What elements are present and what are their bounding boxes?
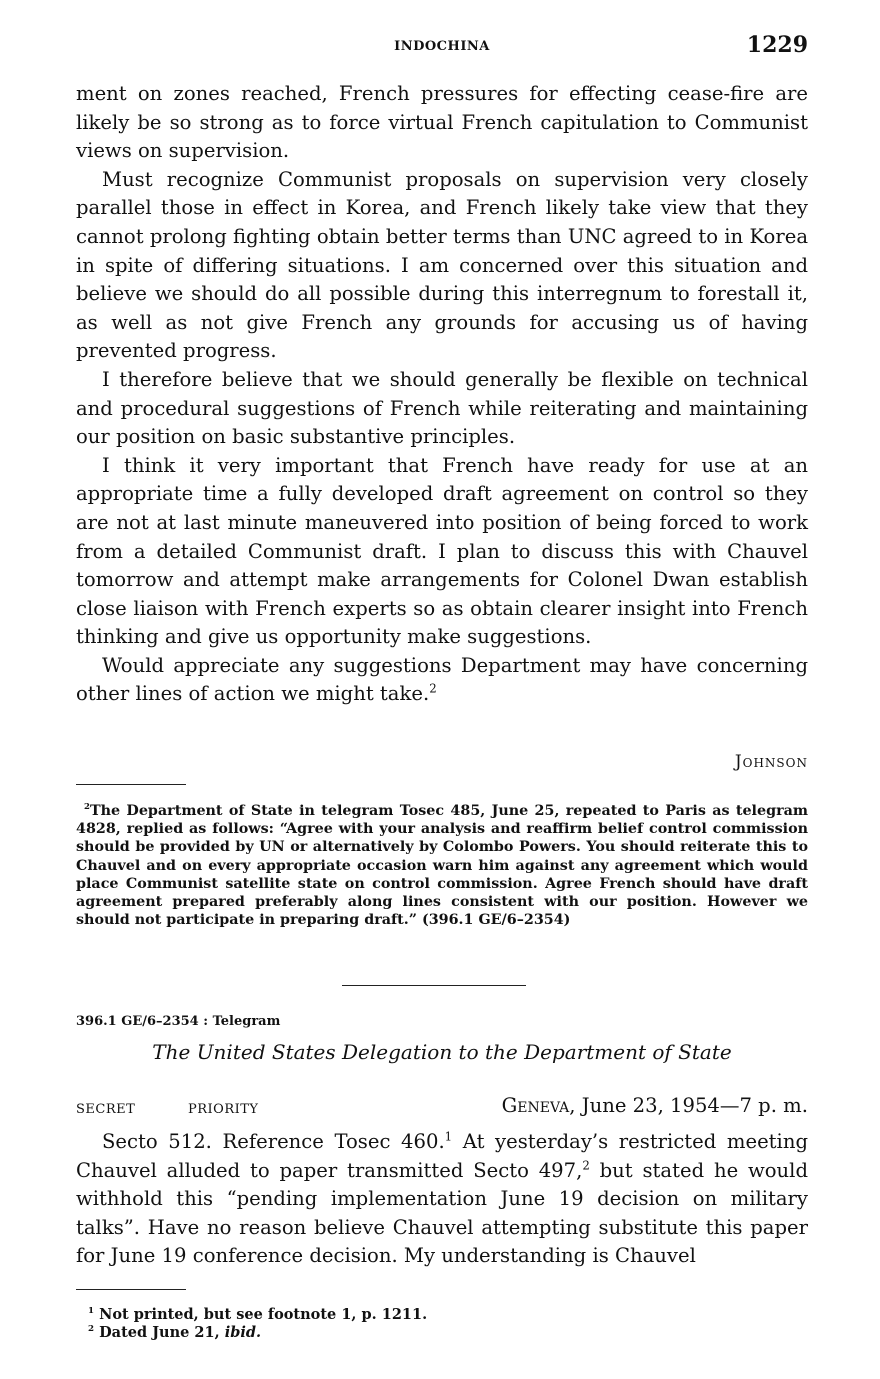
origin-place: Geneva: [501, 1094, 570, 1117]
signature: Johnson: [734, 752, 808, 772]
footnote-marker: 2: [429, 681, 437, 696]
running-head: INDOCHINA: [394, 39, 490, 54]
body-text-part: Secto 512. Reference Tosec 460.: [102, 1130, 445, 1153]
telegram-body: [76, 1128, 808, 1271]
footnote-marker: 1: [444, 1129, 453, 1144]
page-header: [76, 34, 808, 64]
footnote: [88, 1324, 427, 1342]
origin-dateline: [502, 1094, 808, 1117]
telegram-meta: [76, 1094, 808, 1124]
footnote-text: Dated June 21,: [99, 1324, 225, 1341]
footnote-text: The Department of State in telegram Tosec 485, June 25, repeated to Paris as telegram 4828, replied as follows: “Agree with your analysis and reaffirm belief control commission should be provided by UN or alternatively by Colombo Powers. You should reiterate this to Chauvel and on every appropriate occasion warn him against any agreement which would place Communist satellite state on control commission. Agree French should have draft agreement prepared preferably along lines consistent with our position. However we should not participate in preparing draft.” (396.1 GE/6–2354): [76, 803, 808, 929]
footnote: [88, 1306, 427, 1324]
footnotes: [88, 1306, 427, 1342]
page-number: 1229: [746, 32, 808, 58]
document-title: The United States Delegation to the Department of State: [152, 1040, 732, 1064]
footnote-rule: [76, 1289, 186, 1290]
footnote: [76, 802, 808, 929]
section-divider: [342, 985, 526, 986]
footnote-text: Not printed, but see footnote 1, p. 1211.: [99, 1306, 428, 1323]
origin-date: , June 23, 1954—7 p. m.: [569, 1094, 808, 1117]
priority: PRIORITY: [188, 1102, 259, 1117]
paragraph: I therefore believe that we should generally be flexible on technical and procedural suggestions of French while reiterating and maintaining our position on basic substantive principles.: [76, 367, 808, 449]
footnote-marker: 1: [88, 1306, 95, 1317]
paragraph: [76, 1128, 808, 1271]
footnote-marker: 2: [84, 802, 90, 813]
paragraph: ment on zones reached, French pressures for effecting cease-fire are likely be so strong as to force virtual French capitulation to Communist views on supervision.: [76, 82, 808, 163]
paragraph-text: Would appreciate any suggestions Department may have concerning other lines of action we might take.: [76, 653, 808, 706]
paragraph: I think it very important that French have ready for use at an appropriate time a fully developed draft agreement on control so they are not at last minute maneuvered into position of being forced to work from a detailed Communist draft. I plan to discuss this with Chauvel tomorrow and attempt make arrangements for Colonel Dwan establish close liaison with French experts so as obtain clearer insight into French thinking and give us opportunity make suggestions.: [76, 453, 808, 649]
footnote-marker: 2: [88, 1324, 95, 1335]
classification: SECRET: [76, 1102, 136, 1117]
body-text: [76, 80, 808, 709]
body-text-part: At yesterday’s restricted meeting Chauvel alluded to paper transmitted Secto 497,: [76, 1130, 808, 1182]
paragraph: [76, 652, 808, 709]
footnote-italic: ibid.: [224, 1324, 262, 1341]
file-reference: 396.1 GE/6–2354 : Telegram: [76, 1014, 281, 1029]
body-text-part: but stated he would withhold this “pending implementation June 19 decision on military talks”. Have no reason believe Chauvel attempting substitute this paper for June 19 conference decision. My understanding is Chauvel: [76, 1158, 808, 1268]
paragraph: Must recognize Communist proposals on supervision very closely parallel those in effect in Korea, and French likely take view that they cannot prolong fighting obtain better terms than UNC agreed to in Korea in spite of differing situations. I am concerned over this situation and believe we should do all possible during this interregnum to forestall it, as well as not give French any grounds for accusing us of having prevented progress.: [76, 167, 808, 363]
footnote-marker: 2: [582, 1158, 590, 1173]
footnote-rule: [76, 784, 186, 785]
